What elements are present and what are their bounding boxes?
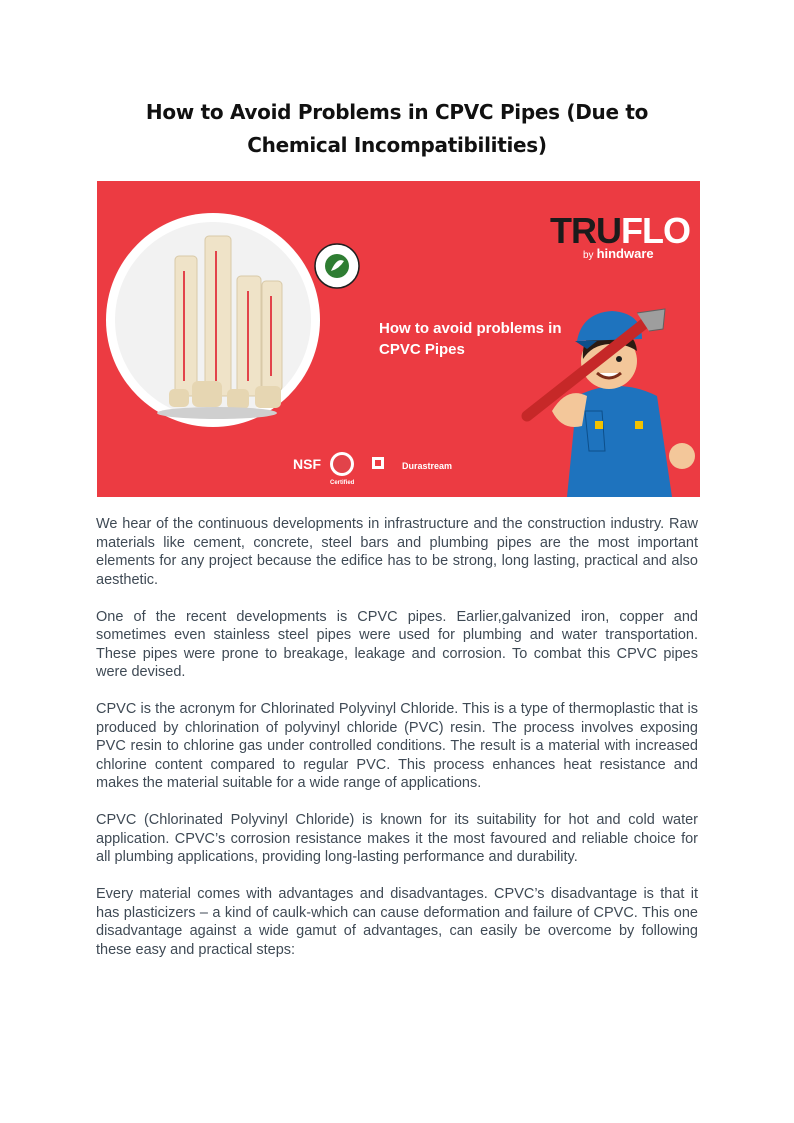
- cert-durastream: Durastream: [402, 461, 453, 471]
- truflo-logo: [550, 211, 690, 251]
- paragraph: We hear of the continuous developments in infrastructure and the construction industry. Raw materials like cement, concrete, steel bars and plumbing pipes are the most important elements for any project because the edifice has to be strong, long lasting, practical and also aesthetic.: [96, 516, 698, 588]
- lead-free-badge-icon: [315, 244, 359, 288]
- paragraph: CPVC (Chlorinated Polyvinyl Chloride) is known for its suitability for hot and cold water application. CPVC’s corrosion resistance makes it the most favoured and reliable choice for all plumbing applications, providing long-lasting performance and durability.: [96, 812, 698, 865]
- paragraph: CPVC is the acronym for Chlorinated Polyvinyl Chloride. This is a type of thermoplastic that is produced by chlorination of polyvinyl chloride (PVC) resin. The process involves exposing PVC resin to chlorine gas under controlled conditions. The result is a material with increased chlorine content compared to regular PVC. This process enhances heat resistance and makes the material suitable for a wide range of applications.: [96, 701, 698, 791]
- page-title: How to Avoid Problems in CPVC Pipes (Due to Chemical Incompatibilities): [145, 100, 649, 157]
- brand-by: by: [583, 250, 594, 261]
- paragraph: One of the recent developments is CPVC pipes. Earlier,galvanized iron, copper and sometimes even stainless steel pipes were used for plumbing and water transportation. These pipes were prone to breakage, leakage and corrosion. To combat this CPVC pipes were devised.: [96, 608, 698, 680]
- cert-nsf: NSF: [293, 456, 321, 472]
- hero-banner-image: [97, 181, 700, 497]
- certification-logos: [330, 452, 384, 476]
- brand-part1: TRU: [550, 210, 621, 251]
- banner-heading: How to avoid problems in CPVC Pipes: [379, 320, 562, 358]
- article-body: [96, 515, 698, 978]
- brand-sub: hindware: [596, 246, 654, 261]
- brand-subtitle: [583, 246, 654, 261]
- paragraph: Every material comes with advantages and disadvantages. CPVC’s disadvantage is that it has plasticizers – a kind of caulk-which can cause deformation and failure of CPVC. This one disadvantage against a wide gamut of advantages, can easily be overcome by following these easy and practical steps:: [96, 886, 698, 958]
- brand-part2: FLO: [621, 210, 690, 251]
- cert-certified: Certified: [330, 480, 355, 486]
